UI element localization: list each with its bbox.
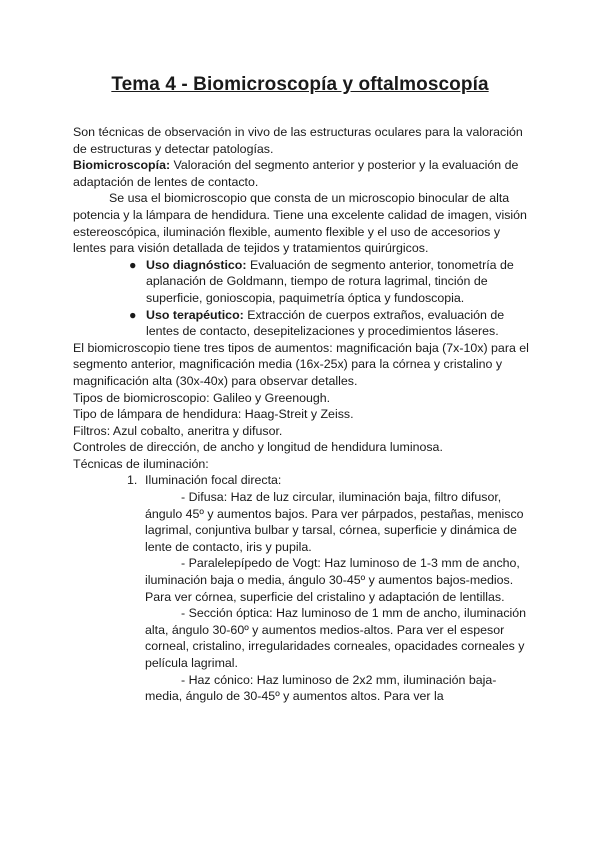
biomicroscopia-label: Biomicroscopía: bbox=[73, 158, 171, 173]
bullet-label: Uso diagnóstico: bbox=[146, 257, 247, 272]
biomicroscopia-text: Valoración del segmento anterior y posterior y la evaluación de adaptación de lentes de contacto. bbox=[73, 158, 519, 189]
technique-seccion-optica: - Sección óptica: Haz luminoso de 1 mm de ancho, iluminación alta, ángulo 30-60º y aumentos medios-altos. Para ver el espesor corneal, cristalino, irregularidades corneales, opacidades corneales y película lagrimal. bbox=[145, 606, 527, 670]
magnification-paragraph: El biomicroscopio tiene tres tipos de aumentos: magnificación baja (7x-10x) para el segmento anterior, magnificación media (16x-25x) para la córnea y cristalino y magnificación alta (30x-40x) para observar detalles. bbox=[73, 340, 529, 388]
slit-lamp-types: Tipo de lámpara de hendidura: Haag-Streit y Zeiss. bbox=[73, 407, 354, 422]
controls-line: Controles de dirección, de ancho y longitud de hendidura luminosa. bbox=[73, 440, 443, 455]
biomicroscope-types: Tipos de biomicroscopio: Galileo y Greenough. bbox=[73, 390, 331, 405]
bullet-icon: ● bbox=[129, 307, 137, 322]
technique-paralelepipedo: - Paralelepípedo de Vogt: Haz luminoso de 1-3 mm de ancho, iluminación baja o media, ángulo 30-45º y aumentos bajos-medios. Para ver córnea, superficie del cristalino y adaptación de lentillas. bbox=[145, 556, 520, 604]
item-label: Iluminación focal directa: bbox=[145, 473, 282, 488]
intro-paragraph: Son técnicas de observación in vivo de las estructuras oculares para la valoración de estructuras y detectar patologías. bbox=[73, 125, 523, 156]
list-item bbox=[73, 257, 531, 307]
bullet-text: Extracción de cuerpos extraños, evaluación de lentes de contacto, desepitelizaciones y procedimientos láseres. bbox=[146, 307, 505, 339]
document-body bbox=[73, 124, 531, 705]
filters-line: Filtros: Azul cobalto, aneritra y difusor. bbox=[73, 423, 283, 438]
bullet-label: Uso terapéutico: bbox=[146, 307, 244, 322]
numbered-item bbox=[73, 472, 531, 489]
item-number: 1. bbox=[127, 473, 138, 488]
page-title: Tema 4 - Biomicroscopía y oftalmoscopía bbox=[111, 74, 489, 95]
bullet-text: Evaluación de segmento anterior, tonometría de aplanación de Goldmann, tiempo de rotura lagrimal, tinción de superficie, gonioscopia, paquimetría óptica y fundoscopia. bbox=[146, 257, 514, 305]
technique-difusa: - Difusa: Haz de luz circular, iluminación baja, filtro difusor, ángulo 45º y aumentos bajos. Para ver párpados, pestañas, menisco lagrimal, conjuntiva bulbar y tarsal, córnea, superficie y dinámica de lente de contacto, iris y pupila. bbox=[145, 490, 524, 554]
techniques-heading: Técnicas de iluminación: bbox=[73, 456, 209, 471]
list-item bbox=[73, 307, 531, 340]
biomicroscopia-definition bbox=[73, 157, 531, 190]
bullet-icon: ● bbox=[129, 257, 137, 272]
technique-haz-conico: - Haz cónico: Haz luminoso de 2x2 mm, iluminación baja-media, ángulo de 30-45º y aumentos altos. Para ver la bbox=[145, 672, 497, 704]
biomicroscope-description: Se usa el biomicroscopio que consta de un microscopio binocular de alta potencia y la lámpara de hendidura. Tiene una excelente calidad de imagen, visión estereoscópica, iluminación flexible, aumento flexible y el uso de accesorios y lentes para visión detallada de tejidos y tratamientos quirúrgicos. bbox=[73, 191, 527, 256]
uses-list bbox=[73, 257, 531, 340]
